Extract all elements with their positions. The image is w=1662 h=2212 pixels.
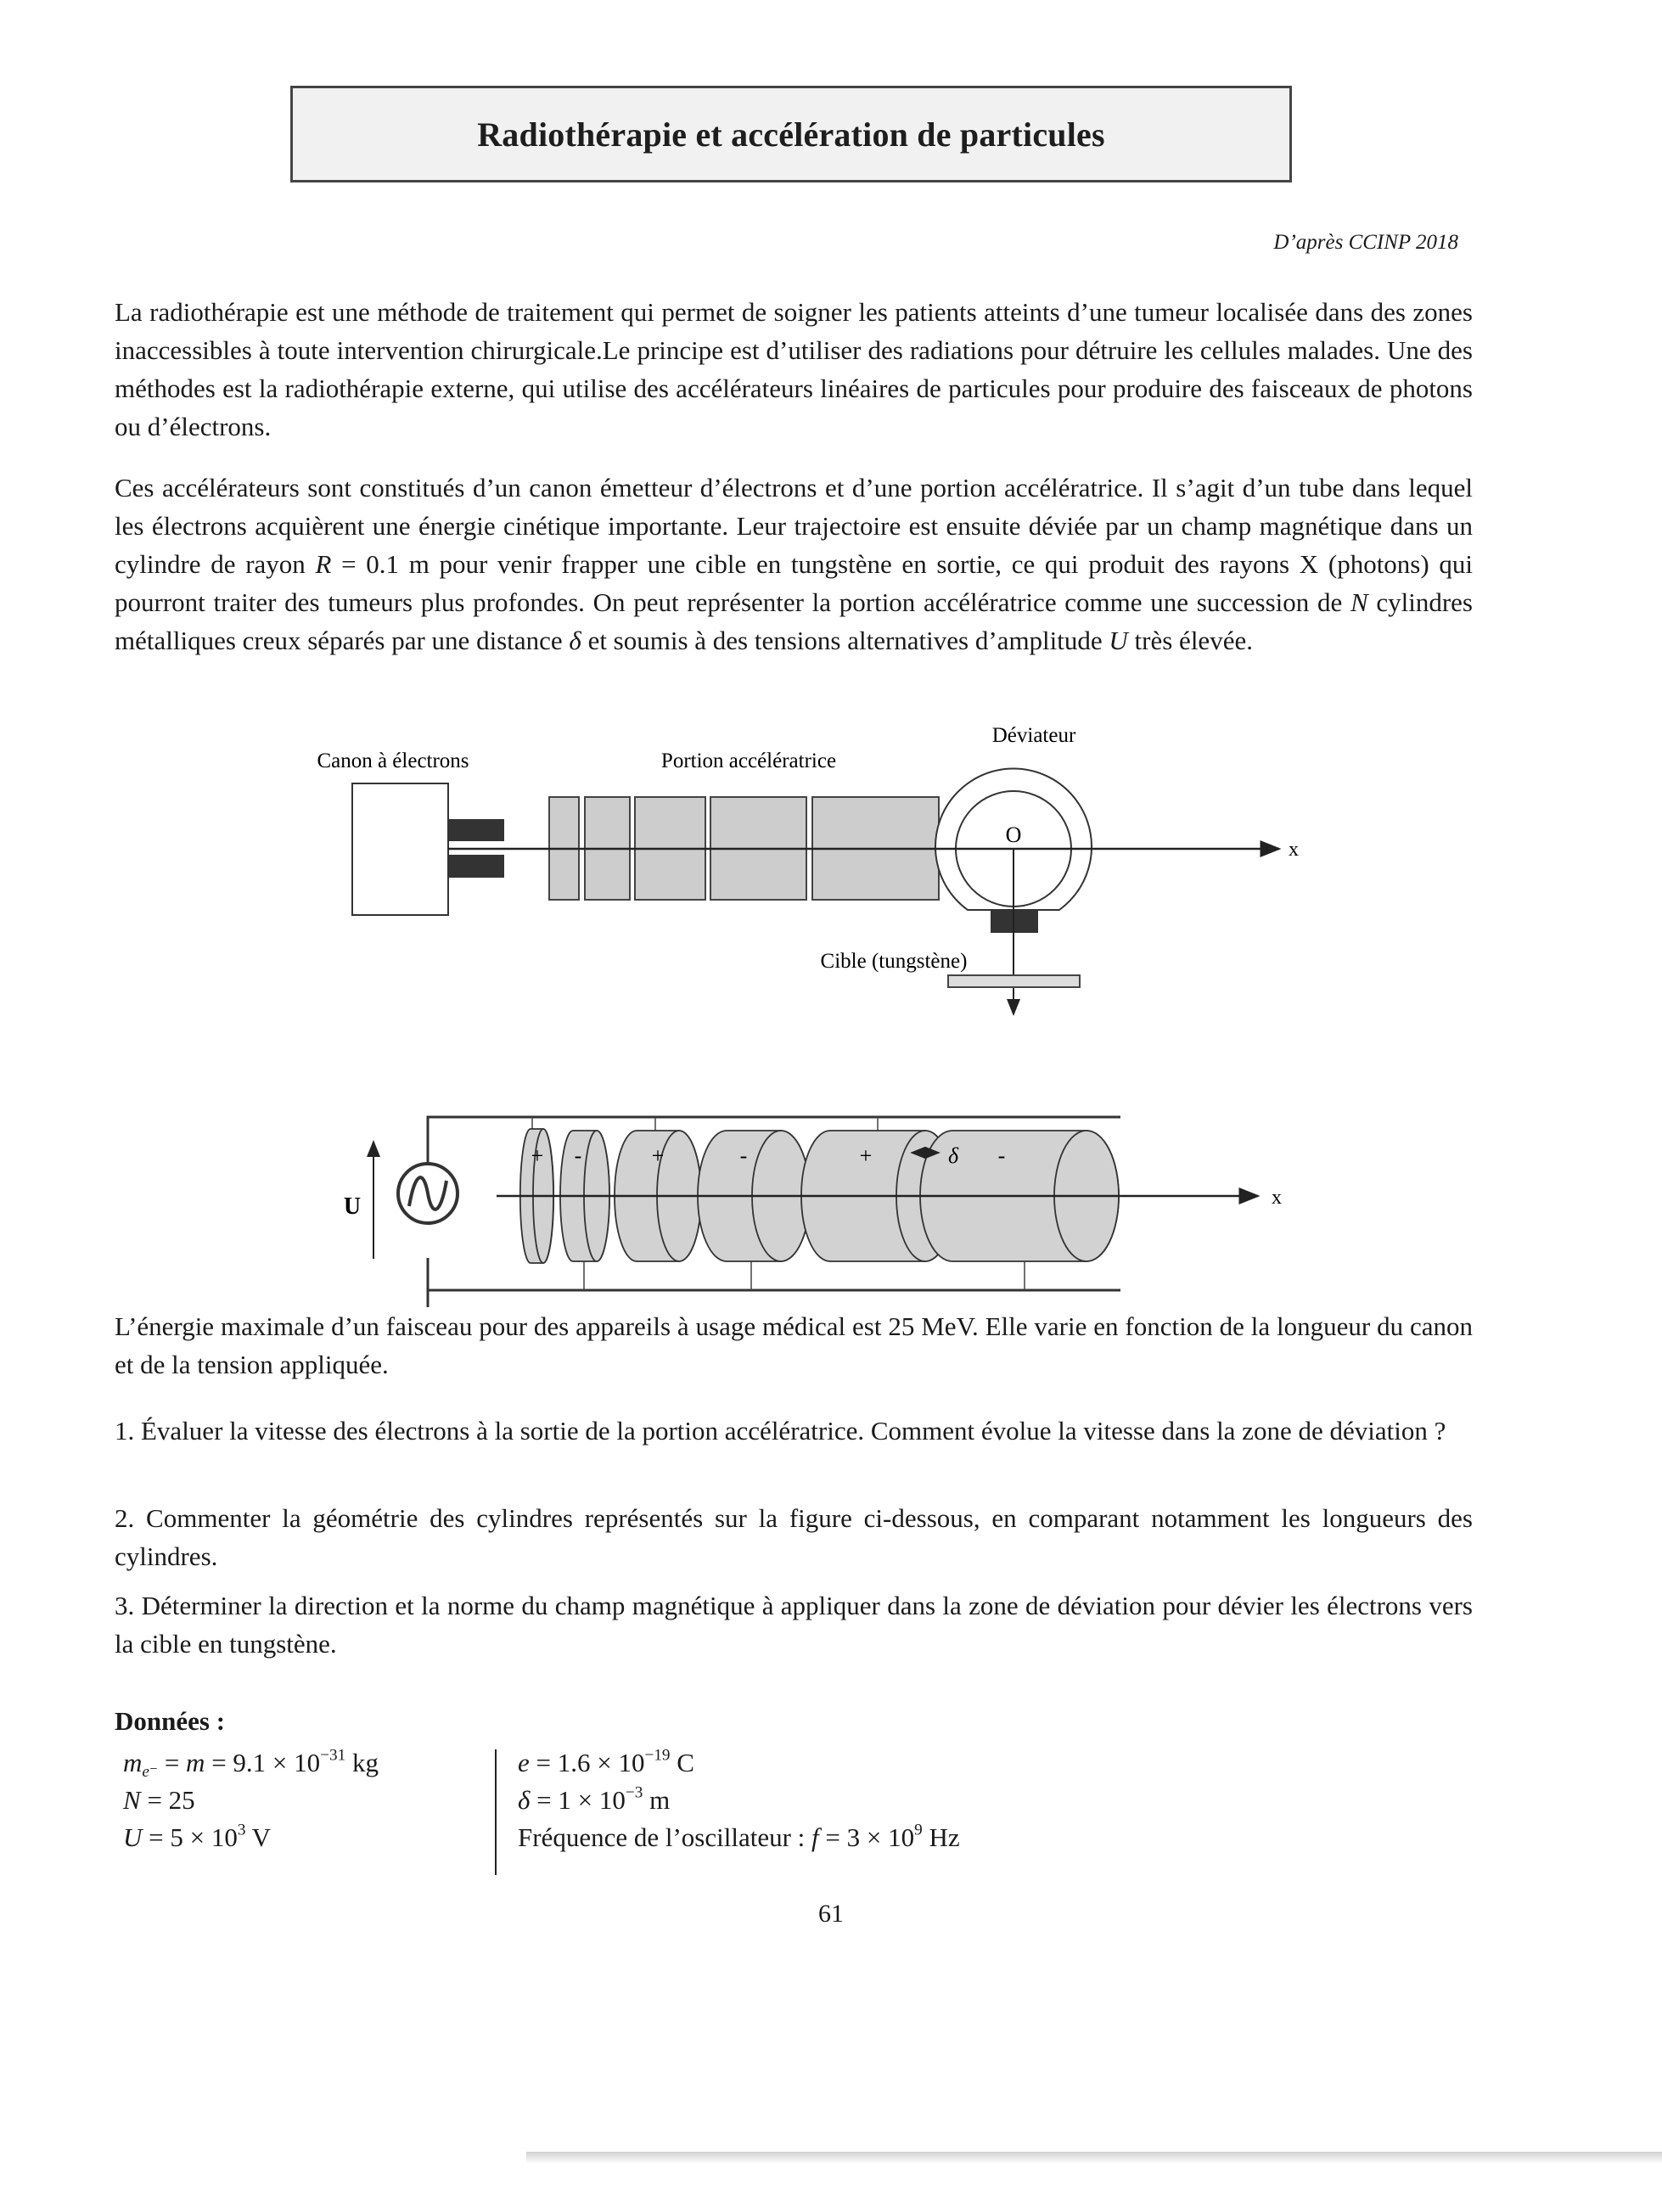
question-text: 3. Déterminer la direction et la norme du champ magnétique à appliquer dans la zone de déviation pour dévier les électrons vers la cible en tungstène.	[115, 1591, 1473, 1659]
unit: kg	[345, 1748, 379, 1777]
paragraph-text: La radiothérapie est une méthode de traitement qui permet de soigner les patients atteints d’une tumeur localisée dans des zones inaccessibles à toute intervention chirurgicale.Le principe est d’utiliser des radiations pour détruire les cellules malades. Une des méthodes est la radiothérapie externe, qui utilise des accélérateurs linéaires de particules pour produire des faisceaux de photons ou d’électrons.	[115, 297, 1473, 441]
unit: Hz	[922, 1822, 960, 1852]
symbol: m	[123, 1748, 143, 1777]
text-run: et soumis à des tensions alternatives d’amplitude	[581, 626, 1109, 655]
exponent: −19	[644, 1746, 671, 1765]
accelerator-diagram	[280, 713, 1299, 1036]
datum-electron-mass	[123, 1744, 471, 1782]
text-run: très élevée.	[1127, 626, 1253, 655]
gun-electrode-top	[448, 819, 504, 841]
datum-delta	[518, 1782, 1197, 1819]
label-deviateur: Déviateur	[991, 724, 1076, 747]
value: = 5 × 10	[142, 1822, 238, 1852]
question-text: 1. Évaluer la vitesse des électrons à la sortie de la portion accélératrice. Comment évolue la vitesse dans la zone de déviation ?	[115, 1416, 1446, 1446]
sign-2: -	[574, 1143, 582, 1168]
unit: m	[643, 1785, 671, 1815]
page-number: 61	[818, 1900, 844, 1928]
scan-edge-shadow	[526, 2152, 1662, 2164]
datum-charge	[518, 1744, 1197, 1782]
question-text: 2. Commenter la géométrie des cylindres représentés sur la figure ci-dessous, en comparant notamment les longueurs des cylindres.	[115, 1503, 1473, 1571]
text-run: =	[158, 1748, 187, 1777]
exponent: 9	[914, 1821, 923, 1839]
question-2	[115, 1499, 1473, 1575]
question-1	[115, 1412, 1473, 1450]
value: = 25	[140, 1785, 195, 1815]
symbol: δ	[518, 1785, 531, 1815]
label-x-axis: x	[1272, 1187, 1282, 1209]
ac-source-icon	[398, 1164, 458, 1223]
label-canon: Canon à électrons	[317, 749, 469, 772]
page-title: Radiothérapie et accélération de particules	[477, 115, 1105, 154]
exponent: 3	[237, 1821, 246, 1839]
label-portion: Portion accélératrice	[660, 749, 837, 772]
electron-gun-body	[352, 783, 448, 915]
donnees-left-column	[123, 1744, 471, 1856]
unit: C	[670, 1748, 694, 1777]
value: = 9.1 × 10	[205, 1748, 321, 1777]
energy-paragraph	[115, 1307, 1473, 1384]
unit: V	[245, 1822, 272, 1852]
donnees-title: Données :	[115, 1706, 226, 1736]
text-run: Ces accélérateurs sont constitués d’un canon émetteur d’électrons et d’une portion accélératrice. Il s’agit d’un tube dans lequel les électrons acquièrent une énergie cinétique importante. Leur trajectoire est ensuite déviée par un champ magnétique dans un cylindre de rayon	[115, 473, 1473, 579]
datum-N	[123, 1782, 471, 1819]
paragraph-text: L’énergie maximale d’un faisceau pour des appareils à usage médical est 25 MeV. Elle varie en fonction de la longueur du canon et de la tension appliquée.	[115, 1311, 1473, 1379]
text-run: cylindres métalliques creux séparés par une distance	[115, 587, 1473, 655]
value: = 1.6 × 10	[529, 1748, 645, 1777]
symbol: m	[186, 1748, 205, 1777]
label-cible: Cible (tungstène)	[820, 950, 968, 973]
var-U: U	[1109, 626, 1128, 655]
text-run: = 0.1 m pour venir frapper une cible en tungstène en sortie, ce qui produit des rayons X (photons) qui pourront traiter des tumeurs plus profondes. On peut représenter la portion accélératrice comme une succession de	[115, 549, 1473, 617]
column-divider	[495, 1749, 497, 1875]
var-delta: δ	[569, 626, 581, 655]
label-x-axis: x	[1289, 839, 1299, 861]
var-N: N	[1350, 587, 1368, 617]
symbol: N	[123, 1785, 141, 1815]
symbol: U	[123, 1822, 143, 1852]
symbol: f	[811, 1822, 819, 1852]
intro-paragraph-2	[115, 469, 1473, 660]
gun-electrode-bottom	[448, 855, 504, 878]
sign-3: +	[651, 1143, 665, 1168]
label-voltage: U	[343, 1193, 362, 1220]
value: = 1 × 10	[530, 1785, 626, 1815]
label: Fréquence de l’oscillateur :	[518, 1822, 812, 1852]
datum-frequency	[518, 1819, 1197, 1856]
subscript: e⁻	[142, 1762, 159, 1781]
label-origin: O	[1005, 822, 1022, 847]
var-R: R	[315, 549, 332, 579]
datum-U	[123, 1819, 471, 1856]
tungsten-target	[948, 975, 1080, 987]
sign-6: -	[997, 1143, 1006, 1168]
intro-paragraph-1	[115, 293, 1473, 446]
label-delta: δ	[947, 1143, 959, 1168]
donnees-right-column	[518, 1744, 1197, 1856]
exponent: −31	[320, 1746, 346, 1765]
bottom-rail	[428, 1277, 1120, 1290]
title-box	[290, 86, 1292, 182]
question-3	[115, 1586, 1473, 1663]
exponent: −3	[625, 1783, 643, 1802]
symbol: e	[518, 1748, 530, 1777]
sign-1: +	[531, 1143, 544, 1168]
drift-tubes-diagram	[327, 1095, 1286, 1307]
paragraph-text	[115, 469, 1473, 660]
source-attribution: D’après CCINP 2018	[1273, 231, 1458, 254]
sign-4: -	[739, 1143, 748, 1168]
sign-5: +	[859, 1143, 873, 1168]
value: = 3 × 10	[818, 1822, 915, 1852]
